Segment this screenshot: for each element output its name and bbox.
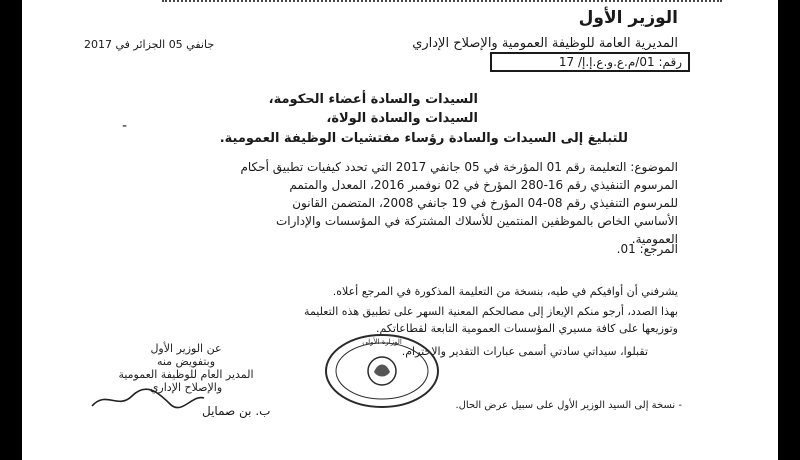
addressee-line-3: للتبليغ إلى السيدات والسادة رؤساء مفتشيات الوظيفة العمومية.	[219, 131, 628, 146]
subject-line: العمومية.	[631, 232, 678, 246]
official-seal-stamp	[322, 332, 442, 410]
subject-line: للمرسوم التنفيذي رقم 08-04 المؤرخ في 19 جانفي 2008، المتضمن القانون	[292, 196, 678, 210]
addressee-dash-mark: -	[122, 118, 128, 134]
closing-salutation: تقبلوا، سيداتي سادتي أسمى عبارات التقدير والاحترام.	[401, 345, 648, 358]
body-paragraph-2-line-1: بهذا الصدد، أرجو منكم الإيعاز إلى مصالحكم المعنية السهر على تطبيق هذه التعليمة	[304, 305, 678, 318]
issuer-title: الوزير الأول	[578, 8, 678, 28]
body-paragraph-1: يشرفني أن أوافيكم في طيه، بنسخة من التعليمة المذكورة في المرجع أعلاه.	[332, 285, 678, 298]
addressee-line-2: السيدات والسادة الولاة،	[326, 111, 478, 126]
handwritten-signature	[88, 384, 208, 412]
reference-number-box: رقم: 01/م.ع.و.ع.إ.إ/ 17	[490, 52, 690, 72]
body-paragraph-2-line-2: وتوزيعها على كافة مسيري المؤسسات العمومية التابعة لقطاعاتكم.	[375, 322, 678, 335]
subject-line: الأساسي الخاص بالموظفين المنتمين للأسلاك المشتركة في المؤسسات والإدارات	[276, 214, 678, 228]
subject-line: الموضوع: التعليمة رقم 01 المؤرخة في 05 جانفي 2017 التي تحدد كيفيات تطبيق أحكام	[240, 160, 678, 174]
signature-line: وبتفويض منه	[156, 355, 216, 368]
reference-line: المرجع: 01.	[616, 242, 678, 256]
signature-line: المدير العام للوظيفة العمومية	[118, 368, 254, 381]
stamp-text: الوزارة الأولى	[362, 338, 402, 346]
signature-line: عن الوزير الأول	[150, 342, 222, 355]
addressee-line-1: السيدات والسادة أعضاء الحكومة،	[268, 92, 478, 107]
copy-distribution-note: - نسخة إلى السيد الوزير الأول على سبيل عرض الحال.	[455, 400, 682, 411]
cropped-header-line	[162, 0, 722, 8]
issuer-directorate: المديرية العامة للوظيفة العمومية والإصلاح الإداري	[412, 36, 678, 51]
signature-line: والإصلاح الإداري	[149, 381, 223, 394]
signatory-name: ب. بن صمايل	[202, 404, 271, 418]
document-date: 2017 جانفي 05 الجزائر في	[84, 38, 215, 51]
subject-line: المرسوم التنفيذي رقم 16-280 المؤرخ في 02 نوفمبر 2016، المعدل والمتمم	[289, 178, 678, 192]
